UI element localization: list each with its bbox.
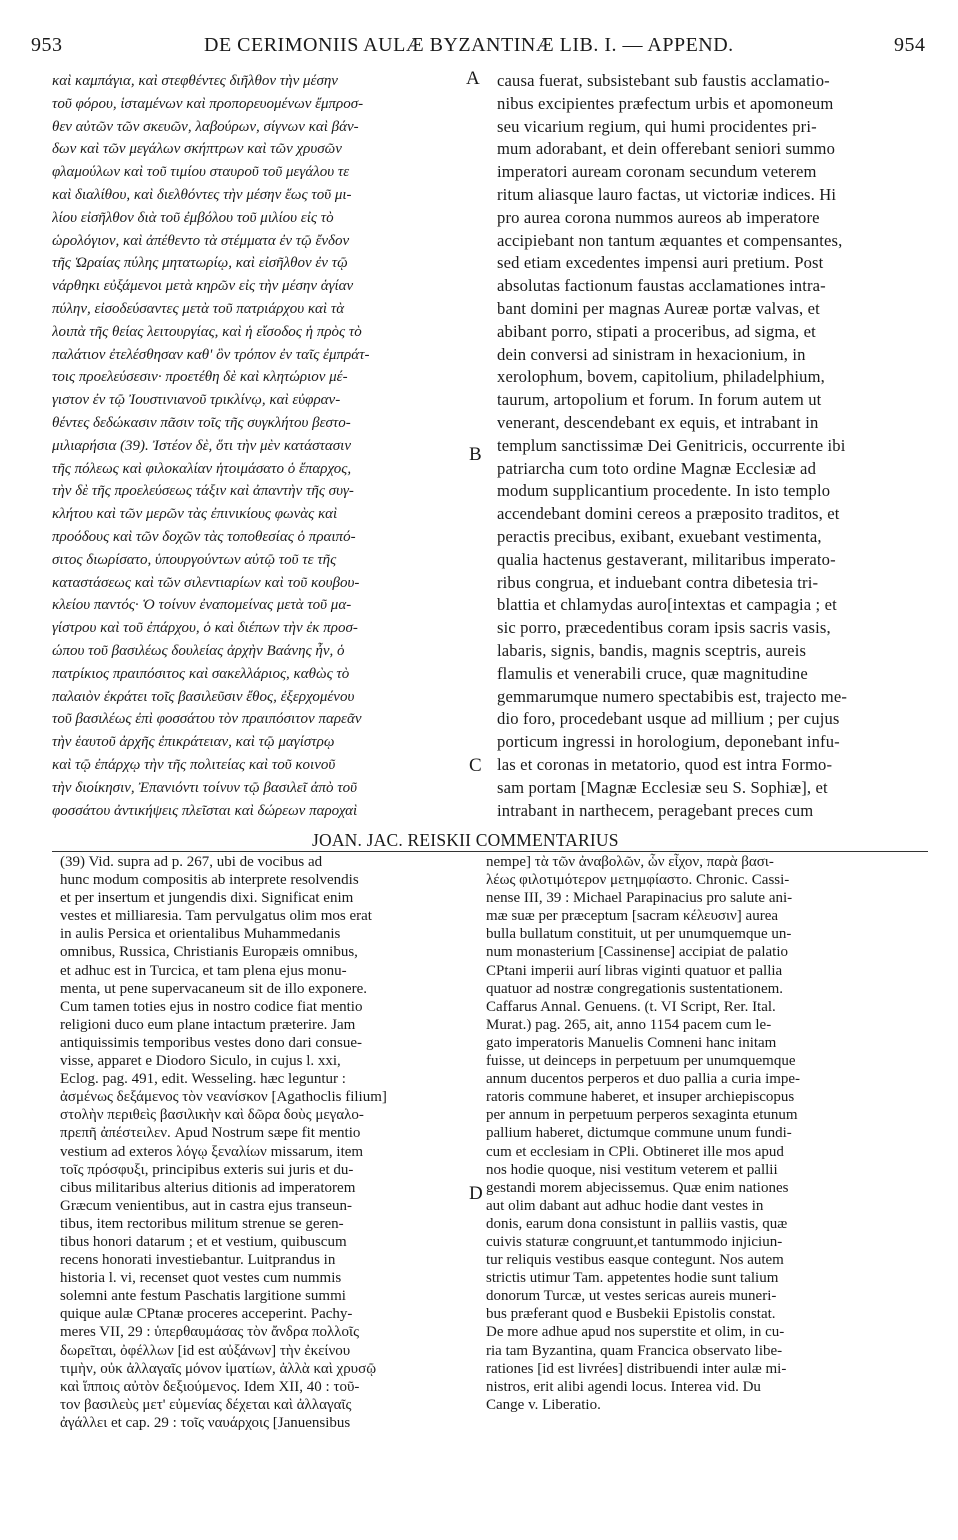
text-line: Eclog. pag. 491, edit. Wesseling. hæc leguntur : [60, 1071, 346, 1088]
text-line: τοῦ φόρου, ἱσταμένων καὶ προπορευομένων ἔμπροσ- [52, 95, 364, 112]
text-line: vestes et milliaresia. Tam pervulgatus olim mos erat [60, 908, 372, 925]
text-line: qualia hactenus gestaverant, militaribus imperato- [497, 549, 836, 569]
text-line: φοσσάτου ἀντικήψεις πλεῖσται καὶ δώρεων παροχαὶ [52, 802, 358, 819]
text-line: nistros, erit alibi agendi locus. Interea vid. Du [486, 1378, 761, 1395]
text-line: quique aulæ CPtanæ proceres acceperint. Pachy- [60, 1306, 353, 1323]
text-line: CPtani imperii aurí libras viginti quatuor et pallia [486, 962, 783, 979]
text-line: recens honorati investiebantur. Luitprandus in [60, 1252, 336, 1269]
text-line: κλήτου καὶ τῶν μερῶν τὰς ἐπινικίους φωνὰς καὶ [52, 506, 338, 523]
text-line: religioni duco eum plane intactum præterire. Jam [60, 1016, 356, 1033]
margin-letter-c: C [469, 755, 482, 776]
text-line: προόδους καὶ τῶν δοχῶν τὰς τοποθεσίας ὁ πραιπό- [52, 528, 356, 545]
text-line: ria tam Byzantina, quam Francica observato libe- [486, 1342, 783, 1359]
commentary-left-column [60, 853, 465, 1432]
text-line: seu vicarium regium, qui humi procidentes pri- [497, 116, 817, 136]
text-line: λοιπὰ τῆς θείας λειτουργίας, καὶ ἡ εἴσοδος ἡ πρὸς τὸ [52, 323, 362, 340]
commentary-heading: JOAN. JAC. REISKII COMMENTARIUS [312, 830, 619, 850]
text-line: τοις προελεύσεσιν· προετέθη δὲ καὶ κλητώριον μέ- [52, 369, 348, 386]
text-line: absolutas factionum faustas acclamationes intra- [497, 276, 826, 296]
text-line: solemni ante festum Paschatis largitione summi [60, 1288, 346, 1305]
text-line: blattia et chlamydas auro[intextas et campagia ; et [497, 595, 837, 615]
text-line: ἀσμένως δεξάμενος τὸν νεανίσκον [Agathoclis filium] [60, 1089, 387, 1106]
text-line: ἀγάλλει et cap. 29 : τοῖς ναυάρχοις [Januensibus [60, 1414, 351, 1431]
text-line: Cum tamen toties ejus in nostro codice fiat mentio [60, 998, 363, 1015]
text-line: omnibus, Russica, Christianis Europæis omnibus, [60, 944, 358, 961]
text-line: gato imperatoris Manuelis Comneni hanc initam [486, 1034, 777, 1051]
text-line: hunc modum compositis ab interprete resolvendis [60, 872, 359, 889]
text-line: ritum aliasque lauro factas, ut victoriæ indices. Hi [497, 184, 837, 204]
text-line: las et coronas in metatorio, quod est intra Formo- [497, 754, 833, 774]
text-line: bus præferant quod e Busbekii Epistolis constat. [486, 1306, 776, 1323]
text-line: δωρεῖται, ὀφέλλων [id est αὐξάνων] τὴν ἐκείνου [60, 1342, 351, 1359]
text-line: sed etiam excedentes impensi auri pretium. Post [497, 253, 824, 273]
text-line: καταστάσεως καὶ τῶν σιλεντιαρίων καὶ τοῦ κουβου- [52, 574, 360, 591]
text-line: τῆς πόλεως καὶ φιλοκαλίαν ἡτοιμάσατο ὁ ἔπαρχος, [52, 460, 352, 477]
text-line: De more adhue apud nos superstite et olim, in cu- [486, 1324, 785, 1341]
text-line: xerolophum, bovem, capitolium, philadelphium, [497, 367, 825, 387]
text-line: (39) Vid. supra ad p. 267, ubi de vocibus ad [60, 854, 323, 870]
text-line: strictis utimur Tam. appetentes hodie sunt talium [486, 1270, 779, 1287]
text-line: dein conversi ad sinistram in hexacionium, in [497, 344, 806, 364]
text-line: sam portam [Magnæ Ecclesiæ seu S. Sophiæ], et [497, 777, 828, 797]
text-line: φλαμούλων καὶ τοῦ τιμίου σταυροῦ τοῦ μεγάλου τε [52, 164, 350, 181]
text-line: nense III, 39 : Michael Parapinacius pro salute ani- [486, 890, 793, 907]
text-line: δων καὶ τῶν μεγάλων σκήπτρων καὶ τῶν χρυσῶν [52, 141, 342, 158]
text-line: Cange v. Liberatio. [486, 1396, 601, 1413]
text-line: πρεπῆ ἀπέστειλεν. Apud Nostrum sæpe fit mentio [60, 1125, 361, 1142]
margin-letter-b: B [469, 444, 482, 465]
text-line: quatuor ad nostræ congregationis sustentationem. [486, 980, 784, 997]
text-line: tur reliquis vestibus easque contegunt. Nos autem [486, 1252, 784, 1269]
text-line: historia l. vi, recenset quot vestes cum nummis [60, 1270, 342, 1287]
text-line: peractis precibus, exibant, exuebant vestimenta, [497, 526, 822, 546]
text-line: pro aurea corona nummos aureos ab imperatore [497, 207, 820, 227]
text-line: visse, apparet e Diodoro Siculo, in cujus l. xxi, [60, 1053, 341, 1070]
text-line: per annum in perpetuum perperos sexaginta etunum [486, 1107, 798, 1124]
text-line: μιλιαρήσια (39). Ἰστέον δὲ, ὅτι τὴν μὲν κατάστασιν [52, 437, 352, 454]
margin-letter-d: D [469, 1183, 483, 1204]
text-line: pallium haberet, dictumque commune unum fundi- [486, 1125, 792, 1142]
text-line: νάρθηκι εὐξάμενοι μετὰ κηρῶν εἰς τὴν μέσην ἁγίαν [52, 278, 354, 295]
text-line: causa fuerat, subsistebant sub faustis acclamatio- [497, 71, 830, 90]
text-line: dio foro, procedebant usque ad millium ; per cujus [497, 709, 840, 729]
page-number-right: 954 [894, 34, 926, 56]
commentary-rule [52, 851, 928, 852]
text-line: Murat.) pag. 265, ait, anno 1154 pacem cum le- [486, 1016, 772, 1033]
text-line: cum et ecclesiam in CPli. Obtineret ille mos apud [486, 1143, 784, 1160]
text-line: et per insertum et jungendis dixi. Significat enim [60, 890, 354, 907]
text-line: θέντες δεδώκασιν πᾶσιν τοῖς τῆς συγκλήτου βεστο- [52, 414, 351, 431]
text-line: παλαιὸν ἐκράτει τοῖς βασιλεῦσιν ἔθος, ἐξερχομένου [52, 688, 355, 705]
text-line: in aulis Persica et orientalibus Muhammedanis [60, 926, 341, 943]
text-line: γίστρου καὶ τοῦ ἐπάρχου, ὁ καὶ διέπων τὴν ἐκ προσ- [52, 620, 358, 637]
text-line: tibus, item rectoribus militum strenue se geren- [60, 1215, 344, 1232]
text-line: et adhuc est in Turcica, et tam plena ejus monu- [60, 962, 347, 979]
text-line: λίου εἰσῆλθον διὰ τοῦ ἐμβόλου τοῦ μιλίου εἰς τὸ [52, 209, 334, 226]
text-line: antiquissimis temporibus vestes dono dari consue- [60, 1034, 363, 1051]
text-line: mum adorabant, et dein offerebant seniori summo [497, 139, 836, 159]
text-line: τοῖς πρόσφυξι, principibus exteris sui juris et du- [60, 1161, 354, 1178]
text-line: ώπου τοῦ βασιλέως δουλείας ἀρχὴν Βαάνης ἦν, ὁ [52, 642, 345, 659]
text-line: templum sanctissimæ Dei Genitricis, occurrente ibi [497, 435, 846, 455]
text-line: meres VII, 29 : ὑπερθαυμάσας τὸν ἄνδρα πολλοῖς [60, 1324, 360, 1341]
text-line: bulla bullatum constituit, ut per unumquemque un- [486, 926, 792, 943]
text-line: nibus excipientes præfectum urbis et apomoneum [497, 93, 834, 113]
commentary-right-column [486, 853, 930, 1414]
greek-text-column [52, 70, 488, 822]
margin-letter-a: A [466, 68, 480, 89]
text-line: τον βασιλεὺς μετ' εὐμενίας δέχεται καὶ ἀλλαγαῖς [60, 1396, 352, 1413]
text-line: καὶ τῷ ἐπάρχῳ τὴν τῆς πολιτείας καὶ τοῦ κοινοῦ [52, 756, 336, 773]
text-line: γιστον ἐν τῷ Ἰουστινιανοῦ τρικλίνῳ, καὶ εὐφραν- [52, 392, 341, 409]
text-line: intrabant in narthecem, peragebant preces cum [497, 800, 814, 820]
text-line: στολὴν περιθεὶς βασιλικὴν καὶ δῶρα δοὺς μεγαλο- [60, 1107, 364, 1124]
text-line: taurum, artopolium et forum. In forum autem ut [497, 390, 822, 410]
text-line: τὴν δὲ τῆς προελεύσεως τάξιν καὶ ἀπαντὴν τῆς συγ- [52, 483, 354, 500]
text-line: flamulis et venerabili cruce, quæ magnitudine [497, 663, 808, 683]
text-line: venerant, descendebant ex equis, et intrabant in [497, 412, 819, 432]
text-line: τῆς Ὡραίας πύλης μητατωρίῳ, καὶ εἰσῆλθον ἐν τῷ [52, 255, 348, 272]
text-line: ὡρολόγιον, καὶ ἀπέθεντο τὰ στέμματα ἐν τῷ ἔνδον [52, 232, 350, 249]
text-line: κλείου παντός· Ὁ τοίνυν ἐναπομείνας μετὰ τοῦ μα- [52, 597, 352, 614]
text-line: tibus honori datarum ; et et vestium, quibuscum [60, 1233, 347, 1250]
text-line: sic porro, præcedentibus coram ipsis sacris vasis, [497, 618, 831, 638]
text-line: num monasterium [Cassinense] accipiat de palatio [486, 944, 788, 961]
text-line: rationes [id est livrées] distribuendi inter aulæ mi- [486, 1360, 787, 1377]
text-line: menta, ut pene supervacaneum sit de illo exponere. [60, 980, 367, 997]
text-line: bant domini per magnas Aureæ portæ valvas, et [497, 298, 820, 318]
text-line: καὶ ἵπποις αὐτὸν δεξιούμενος. Idem XII, 40 : τοῦ- [60, 1378, 360, 1395]
text-line: ratoris commune haberet, et insuper archiepiscopus [486, 1089, 795, 1106]
text-line: gestandi morem abjecissemus. Quæ enim nationes [486, 1179, 789, 1196]
text-line: annum ducentos perperos et duo pallia a curia impe- [486, 1071, 801, 1088]
text-line: καὶ διαλίθου, καὶ διελθόντες τὴν μέσην ἕως τοῦ μι- [52, 186, 352, 203]
text-line: accipiebant non tantum æquantes et compensantes, [497, 230, 843, 250]
text-line: donorum Turcæ, ut vestes sericas aureis muneri- [486, 1288, 777, 1305]
text-line: modum supplicantium procedente. In isto templo [497, 481, 831, 501]
text-line: θεν αὐτῶν τῶν σκευῶν, λαβούρων, σίγνων καὶ βάν- [52, 118, 359, 135]
text-line: donis, earum dona consistunt in palliis vastis, quæ [486, 1215, 788, 1232]
text-line: τιμὴν, οὐκ ἀλλαγαῖς μόνον ἱματίων, ἀλλὰ καὶ χρυσῷ [60, 1360, 377, 1377]
text-line: πύλην, εἰσοδεύσαντες μετὰ τοῦ πατριάρχου καὶ τὰ [52, 300, 345, 317]
text-line: cibus militaribus alterius ditionis ad imperatorem [60, 1179, 356, 1196]
text-line: abibant porro, stipati a proceribus, ad sigma, et [497, 321, 816, 341]
text-line: mæ suæ per præceptum [sacram κέλευσιν] aurea [486, 908, 779, 925]
text-line: λέως φιλοτιμότερον μετημφίαστο. Chronic. Cassi- [486, 872, 790, 889]
text-line: Græcum venientibus, aut in castra ejus transeun- [60, 1197, 353, 1214]
text-line: σιτος διωρίσατο, ὑπουργούντων αὐτῷ τοῦ τε τῆς [52, 551, 337, 568]
text-line: labaris, signis, bandis, magnis sceptris, aureis [497, 640, 807, 660]
text-line: gemmarumque numero spectabibis est, trajecto me- [497, 686, 848, 706]
text-line: τοῦ βασιλέως ἐπὶ φοσσάτου τὸν πραιπόσιτον παρεᾶν [52, 711, 362, 728]
text-line: Caffarus Annal. Genuens. (t. VI Script, Rer. Ital. [486, 998, 776, 1015]
text-line: vestium ad exteros λόγῳ ξεναλίων missarum, item [60, 1143, 364, 1160]
text-line: nempe] τὰ τῶν ἀναβολῶν, ὧν εἶχον, παρὰ βασι- [486, 854, 774, 870]
text-line: cuivis staturæ congruunt,et tantummodo injiciun- [486, 1233, 783, 1250]
page-number-left: 953 [31, 34, 63, 56]
text-line: porticum ingressi in horologium, deponebant infu- [497, 732, 840, 752]
text-line: accendebant domini cereos a præposito traditos, et [497, 504, 840, 524]
text-line: ribus congrua, et induebant contra dibetesia tri- [497, 572, 819, 592]
text-line: πατρίκιος πραιπόσιτος καὶ σακελλάριος, καθὼς τὸ [52, 665, 350, 682]
latin-translation-column [497, 70, 928, 822]
text-line: nos hodie quoque, nisi vestitum veterem et pallii [486, 1161, 778, 1178]
text-line: aut olim dabant aut adhuc hodie dant vestes in [486, 1197, 764, 1214]
text-line: imperatori auream coronam secundum veterem [497, 162, 817, 182]
text-line: τὴν διοίκησιν, Ἐπανιόντι τοίνυν τῷ βασιλεῖ ἀπὸ τοῦ [52, 779, 357, 796]
text-line: παλάτιον ἐτελέσθησαν καθ' ὃν τρόπον ἐν ταῖς ἐμπράτ- [52, 346, 370, 363]
running-title: DE CERIMONIIS AULÆ BYZANTINÆ LIB. I. — APPEND. [204, 34, 734, 56]
text-line: τὴν ἑαυτοῦ ἀρχῆς ἐπικράτειαν, καὶ τῷ μαγίστρῳ [52, 734, 335, 751]
text-line: fuisse, ut deinceps in perpetuum per unumquemque [486, 1053, 796, 1070]
text-line: καὶ καμπάγια, καὶ στεφθέντες διῆλθον τὴν μέσην [52, 73, 338, 89]
text-line: patriarcha cum toto ordine Magnæ Ecclesiæ ad [497, 458, 817, 478]
